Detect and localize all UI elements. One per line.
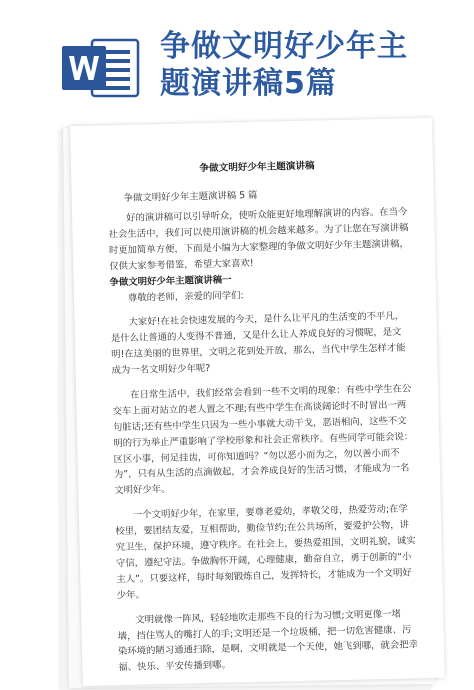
page-heading: 争做文明好少年主题演讲稿: [199, 160, 315, 175]
body-paragraph-1: 大家好!在社会快速发展的今天，是什么让平凡的生活变的不平凡，是什么让普通的人变得不普通，又是什么让人养成良好的习惯呢，是文明!在这美丽的世界里，文明之花到处开放，那么，当代中学生怎样才能成为一名文明好少年呢?: [110, 310, 406, 377]
document-title: [160, 28, 460, 102]
body-paragraph-2: 在日常生活中，我们经常会看到一些不文明的现象：有些中学生在公交车上面对站立的老人置之不理;有些中学生在高谈阔论时不时冒出一两句脏话;还有些中学生只因为一些小事就大动干戈，恶语相向，这些不文明的行为举止严重影响了学校形象和社会正常秩序。有些同学可能会说：区区小事，何足挂齿，可你知道吗？“勿以恶小而为之，勿以善小而不为”，只有从生活的点滴做起，才会养成良好的生活习惯，才能成为一名文明好少年。: [112, 383, 414, 497]
document-preview-header: [0, 0, 474, 118]
section-title: 争做文明好少年主题演讲稿一: [109, 274, 232, 289]
salutation: 尊敬的老师，亲爱的同学们:: [127, 290, 244, 305]
page-subtitle: 争做文明好少年主题演讲稿 5 篇: [123, 189, 258, 204]
word-icon: [62, 36, 140, 100]
document-title-line-1: 争做文明好少年主: [160, 29, 408, 64]
document-page-stack: [0, 118, 474, 674]
body-paragraph-4: 文明就像一阵风，轻轻地吹走那些不良的行为习惯;文明更像一堵墙，挡住骂人的嘴打人的手;文明还是一个垃圾桶，把一切危害健康、污染环境的陋习通通扫除，是啊，文明就是一个天使，她飞到哪，就会把幸福、快乐、平安传播到哪。: [117, 608, 419, 674]
body-paragraph-3: 一个文明好少年，在家里，要尊老爱幼，孝敬父母，热爱劳动;在学校里，要团结友爱，互相帮助，勤俭节约;在公共场所，要爱护公物，讲究卫生，保护环境，遵守秩序。在社会上，要热爱祖国，文明礼貌，诚实守信，遵纪守法。争做胸怀开阔，心理健康，勤奋自立，勇于创新的“小主人”。只要这样，每时每刻锻炼自己，发挥特长，才能成为一个文明好少年。: [115, 503, 416, 601]
intro-paragraph: 好的演讲稿可以引导听众，使听众能更好地理解演讲的内容。在当今社会生活中，我们可以使用演讲稿的机会越来越多。为了让您在写演讲稿时更加简单方便，下面是小编为大家整理的争做文明好少年主题演讲稿，仅供大家参考借鉴，希望大家喜欢!: [108, 206, 409, 272]
document-title-line-2: 题演讲稿5篇: [160, 66, 337, 101]
document-page: [70, 118, 445, 686]
